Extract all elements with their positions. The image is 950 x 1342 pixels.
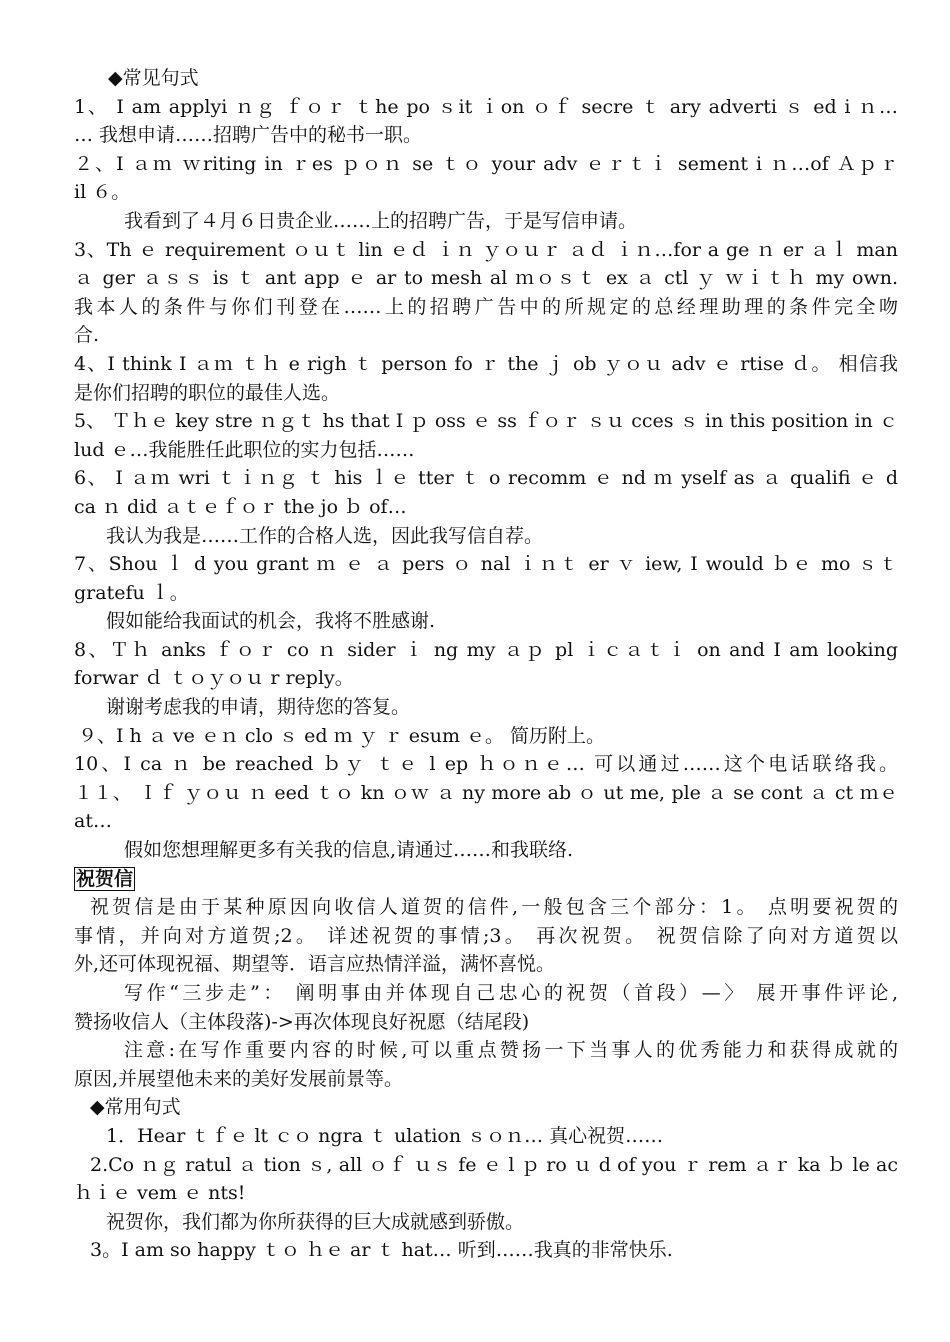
line-text: 4、I think I ａｍ ｔｈ e righ ｔ person fo ｒ the ｊ ob ｙｏｕ adv ｅ rtise ｄ。 相信我 <box>74 352 898 375</box>
text-line <box>74 321 898 350</box>
line-text: 我认为我是……工作的合格人选，因此我写信自荐。 <box>106 524 544 547</box>
line-text: 8、Ｔｈ anks ｆｏｒ co ｎ sider ｉ ng my ａｐ pl ｉｃａｔｉ on and I am looking <box>74 638 898 661</box>
text-line <box>74 950 898 979</box>
text-line <box>74 1065 898 1094</box>
text-line <box>74 693 898 722</box>
line-text: 我看到了４月６日贵企业……上的招聘广告，于是写信申请。 <box>124 209 638 232</box>
text-line <box>74 236 898 265</box>
text-line <box>74 893 898 922</box>
text-line <box>74 979 898 1008</box>
line-text: ca ｎ did ａｔｅｆｏｒ the jo ｂ of… <box>74 495 407 518</box>
line-text: 3。I am so happy ｔｏ ｈｅ ar ｔ hat… 听到……我真的非常快乐. <box>90 1239 673 1262</box>
text-line <box>74 293 898 322</box>
line-text: 1．Hear ｔｆｅ lt ｃｏ ngra ｔ ulation ｓｏｎ… 真心祝贺…… <box>106 1124 664 1147</box>
line-text: forwar ｄ ｔｏｙｏｕ r reply。 <box>74 667 354 690</box>
line-text: ９、I h ａ ve ｅｎ clo ｓ ed ｍ ｙ ｒ esum ｅ。 简历附上。 <box>78 724 606 747</box>
document-page <box>74 64 898 1265</box>
text-line <box>74 64 898 93</box>
line-text: １１、 Ｉｆ ｙｏｕ ｎ eed ｔｏ kn ｏｗ ａ ny more ab ｏ ut me, ple ａ se cont ａ ct ｍｅ <box>74 781 898 804</box>
line-text: 10、I ca ｎ be reached ｂｙ ｔｅ l ep ｈｏｎｅ… 可以通过……这个电话联络我。 <box>74 753 898 776</box>
line-text: 假如您想理解更多有关我的信息,请通过……和我联络. <box>124 839 574 862</box>
line-text: 3、Th ｅ requirement ｏｕｔ lin ｅｄ ｉｎ ｙｏｕｒ ａｄ ｉｎ…for a ge ｎ er ａｌ man <box>74 238 898 261</box>
line-text: at… <box>74 810 112 833</box>
text-line <box>74 350 898 379</box>
line-text: 我本人的条件与你们刊登在……上的招聘广告中的所规定的总经理助理的条件完全吻 <box>74 295 898 318</box>
line-text: 原因,并展望他未来的美好发展前景等。 <box>74 1067 404 1090</box>
line-text: 1、 I am applyi ｎｇ ｆｏｒ ｔhe po ｓit ｉon ｏｆ secre ｔ ary adverti ｓ ed i ｎ… <box>74 95 898 118</box>
text-line <box>74 722 898 751</box>
line-text: ◆常见句式 <box>108 67 199 89</box>
line-text: 假如能给我面试的机会，我将不胜感谢. <box>106 610 436 633</box>
text-line <box>74 607 898 636</box>
line-text: 祝贺信是由于某种原因向收信人道贺的信件,一般包含三个部分：1。 点明要祝贺的 <box>90 896 898 919</box>
text-line <box>74 807 898 836</box>
text-line <box>74 636 898 665</box>
text-line <box>74 1036 898 1065</box>
text-line <box>74 264 898 293</box>
line-text: 谢谢考虑我的申请，期待您的答复。 <box>106 696 411 719</box>
line-text: 是你们招聘的职位的最佳人选。 <box>74 381 341 404</box>
line-text: il ６。 <box>74 181 131 204</box>
line-text: 5、 Ｔｈｅ key stre ｎｇｔ hs that I ｐ oss ｅ ss ｆｏｒ ｓｕ cces ｓ in this position in ｃ <box>74 410 898 433</box>
line-text: 外,还可体现祝福、期望等．语言应热情洋溢，满怀喜悦。 <box>74 953 556 976</box>
text-line <box>74 1008 898 1037</box>
text-line <box>74 836 898 865</box>
text-line <box>74 407 898 436</box>
text-line <box>74 1122 898 1151</box>
text-line <box>74 1236 898 1265</box>
line-text: 2.Co ｎｇ ratul ａ tion ｓ, all ｏｆ ｕｓ fe ｅ l ｐ ro ｕ d of you ｒ rem ａｒ ka ｂ le ac <box>90 1153 898 1176</box>
text-line <box>74 664 898 693</box>
text-line <box>74 150 898 179</box>
line-text: 7、Shou ｌ d you grant ｍ ｅ ａ pers ｏ nal ｉｎｔ er ｖ iew, I would ｂｅ mo ｓｔ <box>74 553 898 576</box>
text-line <box>74 178 898 207</box>
text-line <box>74 1093 898 1122</box>
text-line <box>74 464 898 493</box>
text-line <box>74 93 898 122</box>
text-line <box>74 379 898 408</box>
line-text: 合. <box>74 324 100 347</box>
text-line <box>74 493 898 522</box>
text-line <box>74 1179 898 1208</box>
text-line <box>74 522 898 551</box>
line-text: ２、I ａｍ ｗriting in ｒes ｐｏｎ se ｔｏ your adv ｅｒｔｉ sement i ｎ…of Ａｐｒ <box>74 152 898 175</box>
line-text: ｈｉｅ vem ｅ nts! <box>74 1182 246 1205</box>
line-text: 赞扬收信人（主体段落)->再次体现良好祝愿（结尾段) <box>74 1010 530 1033</box>
text-line <box>74 922 898 951</box>
text-line <box>74 1151 898 1180</box>
text-line <box>74 1208 898 1237</box>
text-line <box>74 750 898 779</box>
text-line <box>74 436 898 465</box>
line-text: ａ ger ａｓｓ is ｔ ant app ｅ ar to mesh al ｍｏｓｔ ex ａ ctl ｙ ｗｉｔｈ my own. <box>74 267 898 290</box>
line-text: 事情，并向对方道贺;2。 详述祝贺的事情;3。 再次祝贺。 祝贺信除了向对方道贺以 <box>74 924 898 947</box>
line-text: 6、 I ａｍ wri ｔｉｎｇ ｔ his ｌｅ tter ｔ o recomm ｅ nd ｍ yself as ａ qualifi ｅ d <box>74 467 898 490</box>
text-line <box>74 207 898 236</box>
section-heading: 祝贺信 <box>76 867 134 890</box>
line-text: gratefu ｌ。 <box>74 581 189 604</box>
line-text: 写作“三步走”： 阐明事由并体现自己忠心的祝贺（首段）—〉 展开事件评论, <box>124 982 898 1004</box>
line-text: 祝贺你，我们都为你所获得的巨大成就感到骄傲。 <box>106 1210 525 1233</box>
text-line <box>74 779 898 808</box>
section-heading-line <box>74 865 898 894</box>
line-text: ◆常用句式 <box>90 1096 181 1119</box>
line-text: lud ｅ…我能胜任此职位的实力包括…… <box>74 438 415 461</box>
line-text: 注意:在写作重要内容的时候,可以重点赞扬一下当事人的优秀能力和获得成就的 <box>124 1039 898 1062</box>
line-text: … 我想申请……招聘广告中的秘书一职。 <box>74 124 423 147</box>
text-line <box>74 121 898 150</box>
text-line <box>74 579 898 608</box>
text-line <box>74 550 898 579</box>
